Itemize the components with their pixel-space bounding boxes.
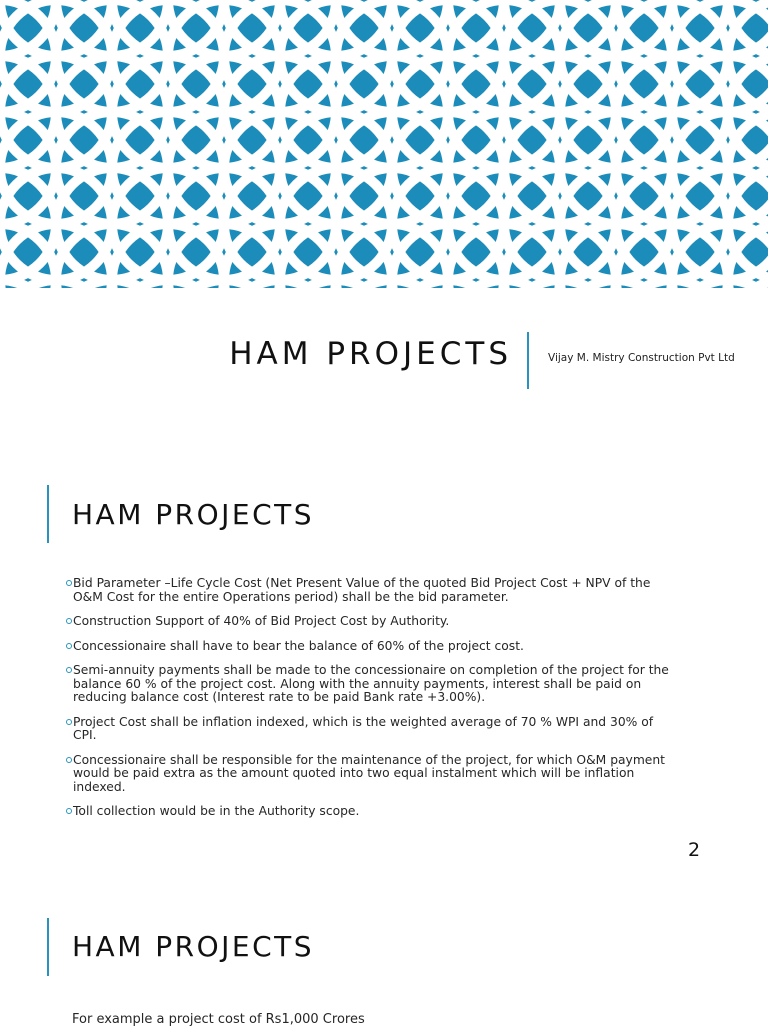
slide-heading: HAM PROJECTS [72,498,315,531]
slide-3 [0,878,768,1027]
title-slide [0,288,768,448]
circle-bullet-icon [66,757,72,763]
decorative-pattern-banner [0,0,768,288]
circle-bullet-icon [66,618,72,624]
list-item: Concessionaire shall have to bear the balance of 60% of the project cost. [66,640,678,654]
list-item: Toll collection would be in the Authority scope. [66,805,678,819]
heading-accent-bar [47,485,49,543]
title-divider [527,332,529,389]
heading-accent-bar [47,918,49,976]
bullet-list [66,577,678,830]
presentation-title: HAM PROJECTS [229,336,512,372]
list-item: Semi-annuity payments shall be made to the concessionaire on completion of the project for the balance 60 % of the project cost. Along with the annuity payments, interest shall be paid on reducing balance cost (Interest rate to be paid Bank rate +3.00%). [66,664,678,705]
interlocking-circles-pattern [0,0,768,288]
list-item: Project Cost shall be inflation indexed, which is the weighted average of 70 % WPI and 30% of CPI. [66,716,678,743]
slide-heading: HAM PROJECTS [72,930,315,963]
circle-bullet-icon [66,719,72,725]
list-item: Bid Parameter –Life Cycle Cost (Net Present Value of the quoted Bid Project Cost + NPV of the O&M Cost for the entire Operations period) shall be the bid parameter. [66,577,678,604]
slide-body-text: For example a project cost of Rs1,000 Crores [72,1012,365,1027]
circle-bullet-icon [66,808,72,814]
circle-bullet-icon [66,643,72,649]
company-name: Vijay M. Mistry Construction Pvt Ltd [548,352,735,364]
slide-2 [0,448,768,878]
circle-bullet-icon [66,667,72,673]
list-item: Concessionaire shall be responsible for the maintenance of the project, for which O&M payment would be paid extra as the amount quoted into two equal instalment which will be inflation indexed. [66,754,678,795]
circle-bullet-icon [66,580,72,586]
page-number: 2 [688,839,701,861]
list-item: Construction Support of 40% of Bid Project Cost by Authority. [66,615,678,629]
